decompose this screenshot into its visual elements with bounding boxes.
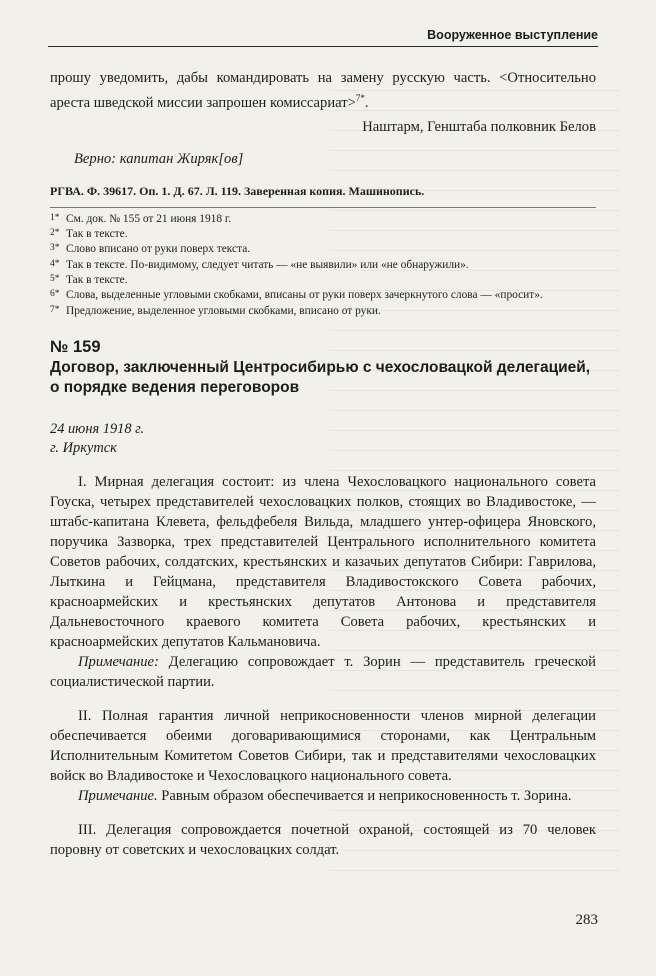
note-label: Примечание: <box>78 653 159 670</box>
footnote-text: Слово вписано от руки поверх текста. <box>66 243 251 256</box>
footnote <box>50 242 596 257</box>
archive-source: РГВА. Ф. 39617. Оп. 1. Д. 67. Л. 119. Заверенная копия. Машинопись. <box>50 183 425 198</box>
footnote-text: Слова, выделенные угловыми скобками, вписаны от руки поверх зачеркнутого слова — «просит». <box>66 289 543 302</box>
footnotes <box>50 207 596 319</box>
footnote-text: Так в тексте. По-видимому, следует читать — «не выявили» или «не обнаружили». <box>66 258 469 271</box>
note-text: Делегацию сопровождает т. Зорин — представитель греческой социалистической партии. <box>50 653 596 690</box>
note-mark: 7* <box>355 93 365 103</box>
footnote <box>50 304 596 319</box>
document-date: 24 июня 1918 г. <box>50 420 145 437</box>
note-2 <box>50 786 596 806</box>
section-2: II. Полная гарантия личной неприкосновенности членов мирной делегации обеспечивается обеими договаривающимися сторонами, как Центральным Исполнительным Комитетом Советов Сибири, так и представителями чехословацких войск во Владивостоке и Чехословацкого национального совета. <box>50 707 596 784</box>
section-1: I. Мирная делегация состоит: из члена Чехословацкого национального совета Гоуска, четырех представителей чехословацких полков, стоящих во Владивостоке, — штабс-капитана Клевета, фельдфебеля Вильда, младшего унтер-офицера Яновского, поручика Зазворка, трех представителей Центрального исполнительного комитета Советов рабочих, солдатских, крестьянских и казачьих депутатов Сибири: Гаврилова, Лыткина и Гейцмана, представителя Владивостокского Совета рабочих, красноармейских и крестьянских депутатов Антонова и представителя Дальневосточного краевого комитета Совета рабочих, крестьянских и красноармейских депутатов Кальмановича. <box>50 473 596 650</box>
footnote <box>50 212 596 227</box>
footnote <box>50 258 596 273</box>
footnote-text: См. док. № 155 от 21 июня 1918 г. <box>66 212 232 225</box>
footnote-mark: 5* <box>50 274 60 285</box>
footnote-text: Так в тексте. <box>66 274 128 287</box>
previous-document-text: прошу уведомить, дабы командировать на замену русскую часть. <Относительно ареста шведской миссии запрошен комиссариат> <box>50 70 596 111</box>
section-3: III. Делегация сопровождается почетной охраной, состоящей из 70 человек поровну от советских и чехословацких солдат. <box>50 821 596 858</box>
footnote <box>50 273 596 288</box>
sentence-end: . <box>364 94 369 111</box>
signature: Наштарм, Генштаба полковник Белов <box>362 118 596 135</box>
certification: Верно: капитан Жиряк[ов] <box>74 150 244 167</box>
note-label: Примечание. <box>78 787 158 804</box>
running-head: Вооруженное выступление <box>48 28 598 47</box>
footnote <box>50 288 596 303</box>
footnote-text: Предложение, выделенное угловыми скобками, вписано от руки. <box>66 304 381 317</box>
note-1 <box>50 652 596 692</box>
note-text: Равным образом обеспечивается и неприкосновенность т. Зорина. <box>157 787 572 804</box>
footnote-mark: 2* <box>50 228 60 239</box>
footnote-mark: 4* <box>50 258 60 269</box>
document-number: № 159 <box>50 337 101 356</box>
page-content <box>50 68 596 860</box>
document-place: г. Иркутск <box>50 439 117 456</box>
document-title: Договор, заключенный Центросибирью с чехословацкой делегацией, о порядке ведения переговоров <box>50 358 591 396</box>
previous-document-ending <box>50 68 596 113</box>
footnote-mark: 3* <box>50 243 60 254</box>
footnote <box>50 227 596 242</box>
footnote-text: Так в тексте. <box>66 228 128 241</box>
footnote-mark: 6* <box>50 289 60 300</box>
footnote-mark: 1* <box>50 212 60 223</box>
page-number: 283 <box>575 912 598 928</box>
footnote-mark: 7* <box>50 304 60 315</box>
